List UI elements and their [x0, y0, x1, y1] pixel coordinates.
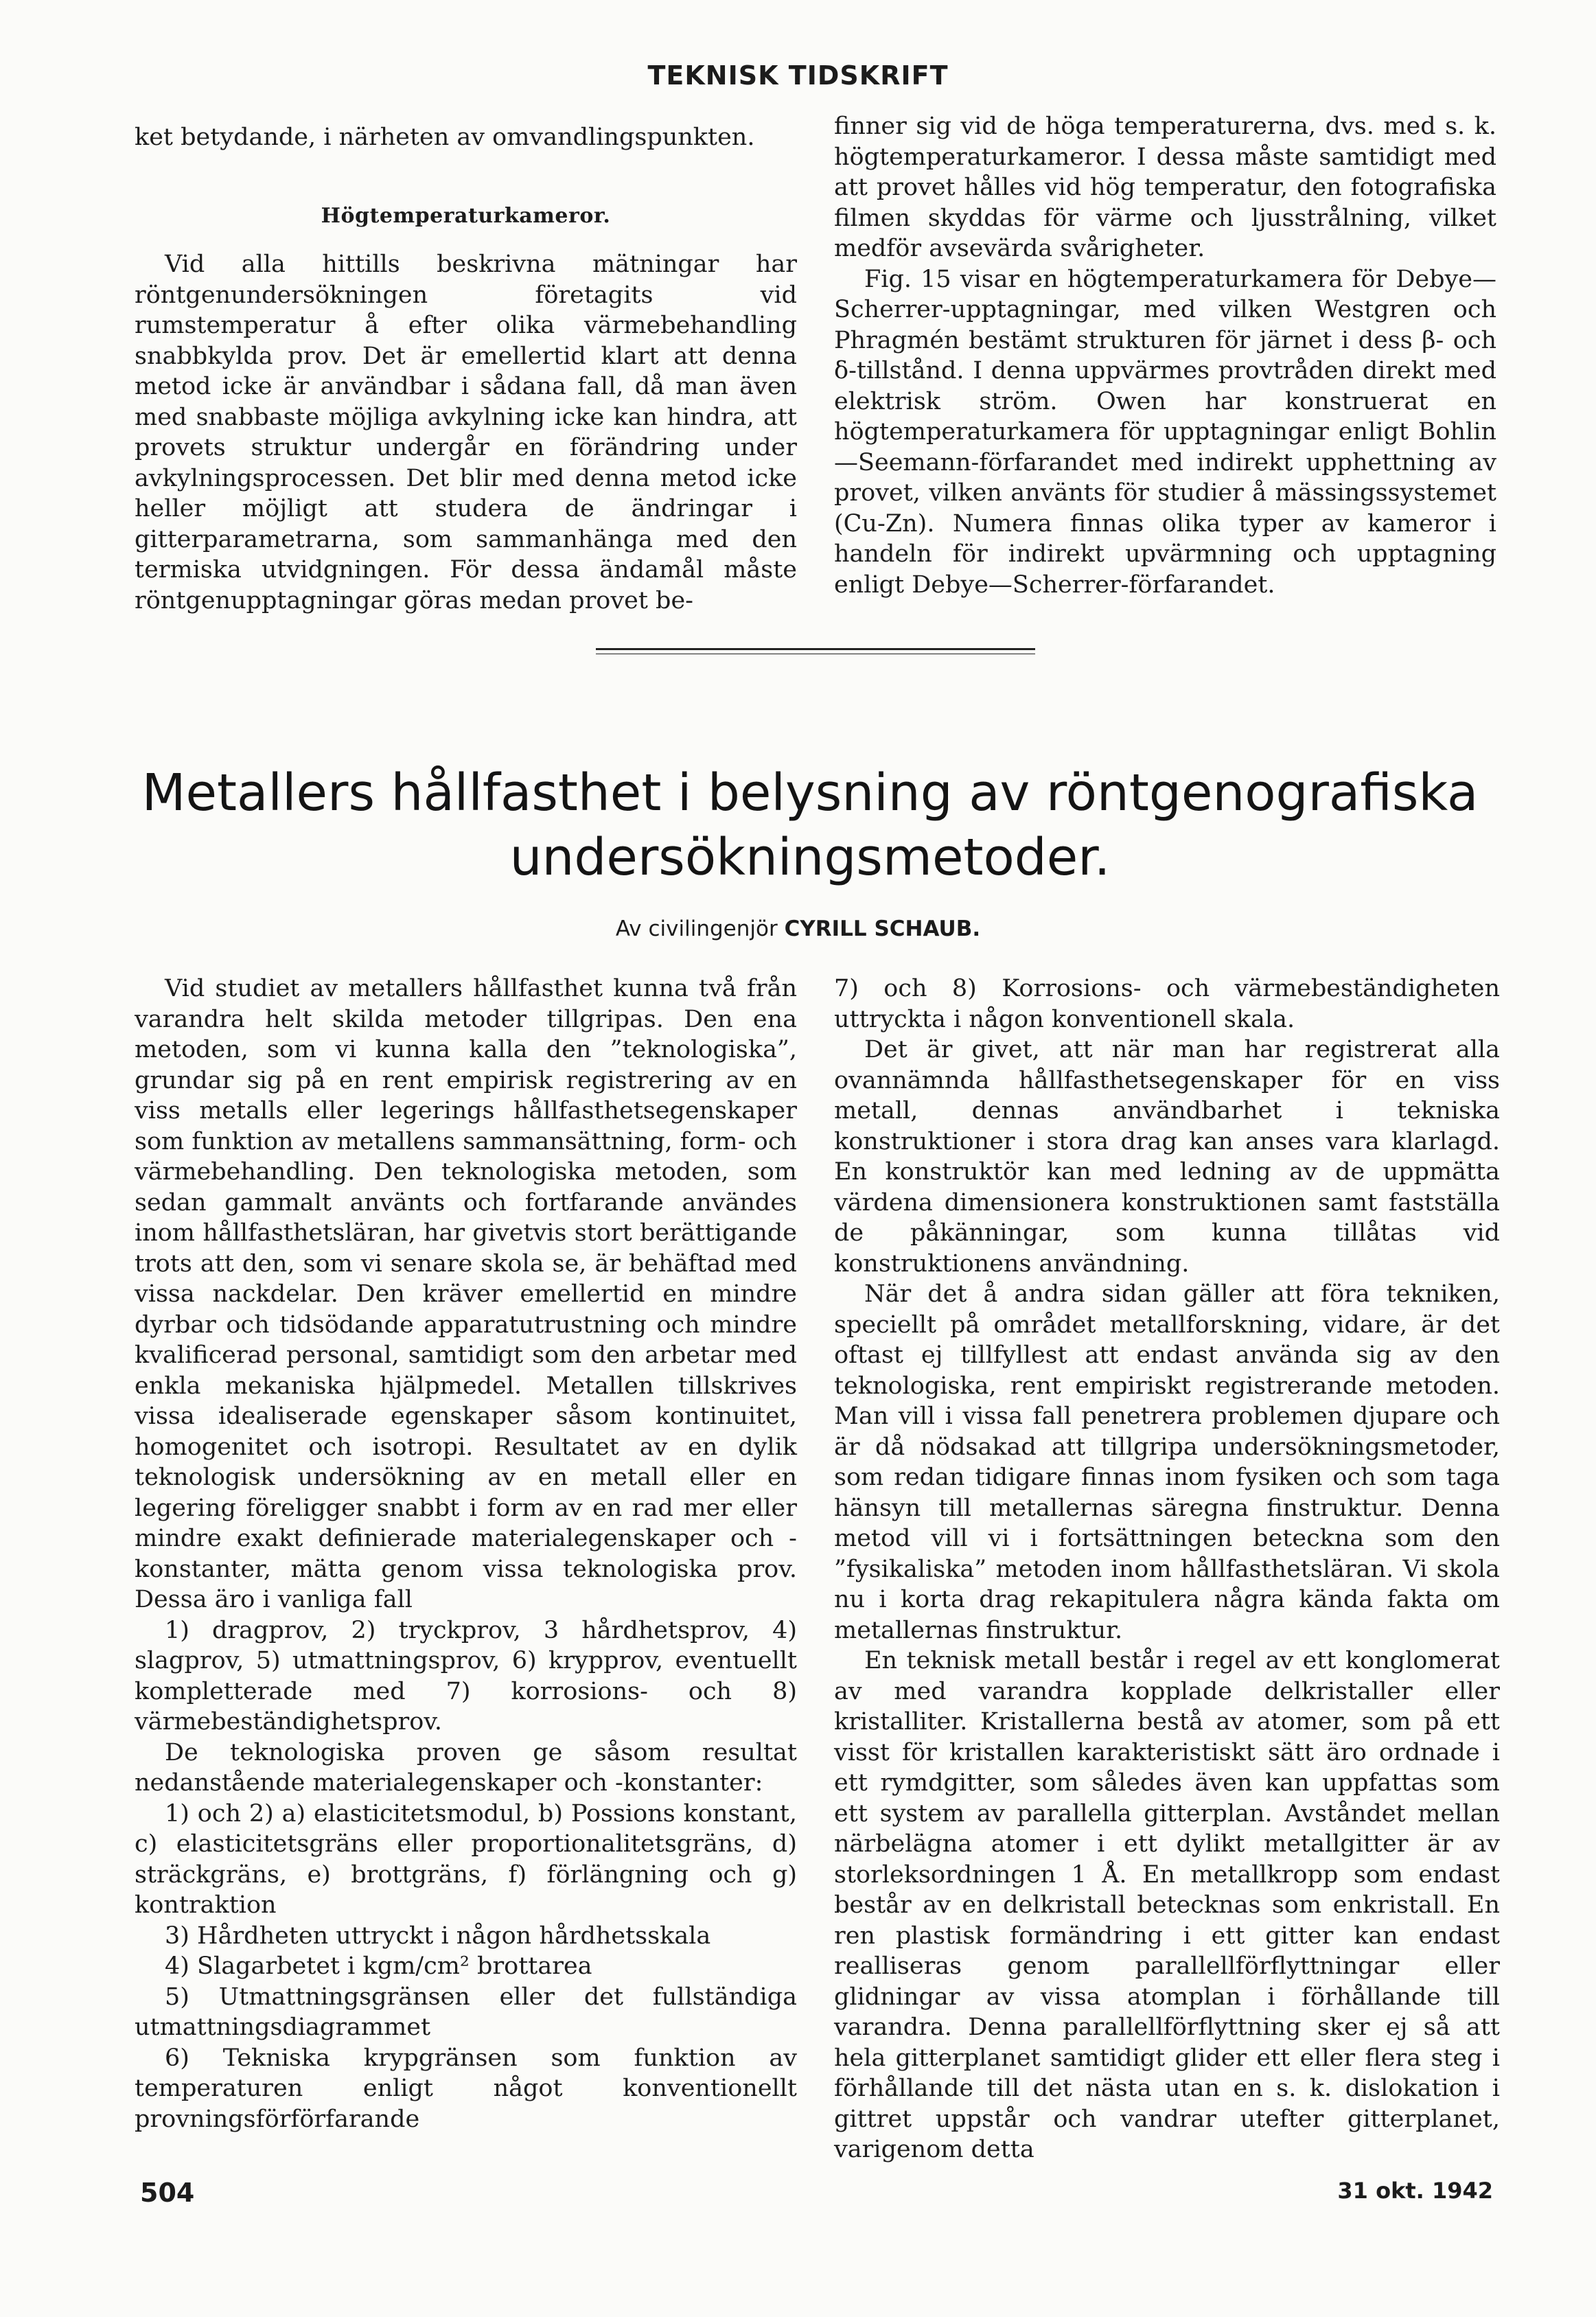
- paragraph: 7) och 8) Korrosions- och värmebeständigheten uttryckta i någon konventionell skala.: [834, 975, 1500, 1033]
- article-title: Metallers hållfasthet i belysning av röntgenografiska undersökningsmetoder.: [141, 763, 1479, 887]
- paragraph: ket betydande, i närheten av omvandlingspunkten.: [135, 124, 755, 151]
- list-item: 5) Utmattningsgränsen eller det fullständiga utmattningsdiagrammet: [135, 1983, 797, 2041]
- paragraph: En teknisk metall består i regel av ett konglomerat av med varandra kopplade delkristaller eller kristalliter. Kristallerna bestå av atomer, som på ett visst för kristallen karakteristiskt sätt äro ordnade i ett rymdgitter, som således även kan uppfattas som ett system av parallella gitterplan. Avståndet mellan närbelägna atomer i ett dylikt metallgitter är av storleksordningen 1 Å. En metallkropp som endast består av en delkristall betecknas som enkristall. En ren plastisk formändring i ett gitter kan endast realliseras genom parallellförflyttningar eller glidningar av vissa atomplan i förhållande till varandra. Denna parallellförflyttning sker ej så att hela gitterplanet samtidigt glider ett eller flera steg i förhållande till det nästa utan en s. k. dislokation i gittret uppstår och vandrar utefter gitterplanet, varigenom detta: [834, 1647, 1500, 2163]
- list-item: 3) Hårdheten uttryckt i någon hårdhetsskala: [165, 1922, 711, 1950]
- list-item: 1) och 2) a) elasticitetsmodul, b) Possions konstant, c) elasticitetsgräns eller proportionalitetsgräns, d) sträckgräns, e) brottgräns, f) förlängning och g) kontraktion: [135, 1799, 797, 1919]
- paragraph: Det är givet, att när man har registrerat alla ovannämnda hållfasthetsegenskaper för en viss metall, dennas användbarhet i tekniska konstruktioner i stora drag kan anses vara klarlagd. En konstruktör kan med ledning av de uppmätta värdena dimensionera konstruktionen samt fastställa de påkänningar, som kunna tillåtas vid konstruktionens användning.: [834, 1036, 1500, 1278]
- paragraph: Fig. 15 visar en högtemperaturkamera för Debye—Scherrer-upptagningar, med vilken Westgren och Phragmén bestämt strukturen för järnet i dess β- och δ-tillstånd. I denna uppvärmes provtråden direkt med elektrisk ström. Owen har konstruerat en högtemperaturkamera för upptagningar enligt Bohlin—Seemann-förfarandet med indirekt upphettning av provet, vilken använts för studier å mässingssystemet (Cu-Zn). Numera finnas olika typer av kameror i handeln för indirekt upvärmning och upptagning enligt Debye—Scherrer-förfarandet.: [834, 265, 1496, 599]
- paragraph: De teknologiska proven ge såsom resultat nedanstående materialegenskaper och -konstanter:: [135, 1738, 797, 1797]
- paragraph: När det å andra sidan gäller att föra tekniken, speciellt på området metallforskning, vidare, är det oftast ej tillfyllest att endast använda sig av den teknologiska, rent empiriskt registrerande metoden. Man vill i vissa fall penetrera problemen djupare och är då nödsakad att tillgripa undersökningsmetoder, som redan tidigare finnas inom fysiken och som taga hänsyn till metallernas säregna finstruktur. Denna metod vill vi i fortsättningen beteckna som den ”fysikaliska” metoden inom hållfasthetsläran. Vi skola nu i korta drag rekapitulera några kända fakta om metallernas finstruktur.: [834, 1280, 1500, 1644]
- author-name: CYRILL SCHAUB.: [784, 917, 981, 941]
- top-right-column: [834, 111, 1496, 600]
- journal-masthead: TEKNISK TIDSKRIFT: [647, 60, 949, 91]
- issue-date: 31 okt. 1942: [1337, 2178, 1493, 2204]
- paragraph: 1) dragprov, 2) tryckprov, 3 hårdhetsprov, 4) slagprov, 5) utmattningsprov, 6) krypprov, eventuellt kompletterade med 7) korrosions- och 8) värmebeständighetsprov.: [135, 1616, 797, 1736]
- list-item: 4) Slagarbetet i kgm/cm² brottarea: [165, 1952, 592, 1980]
- byline: [0, 917, 1596, 941]
- bottom-right-column: [834, 973, 1500, 2165]
- bottom-left-column: [135, 973, 797, 2134]
- paragraph: Vid studiet av metallers hållfasthet kunna två från varandra helt skilda metoder tillgripas. Den ena metoden, som vi kunna kalla den ”teknologiska”, grundar sig på en rent empirisk registrering av en viss metalls eller legerings hållfasthetsegenskaper som funktion av metallens sammansättning, form- och värmebehandling. Den teknologiska metoden, som sedan gammalt använts och fortfarande användes inom hållfasthetsläran, har givetvis stort berättigande trots att den, som vi senare skola se, är behäftad med vissa nackdelar. Den kräver emellertid en mindre dyrbar och tidsödande apparatutrustning och mindre kvalificerad personal, samtidigt som den arbetar med enkla mekaniska hjälpmedel. Metallen tillskrives vissa idealiserade egenskaper såsom kontinuitet, homogenitet och isotropi. Resultatet av en dylik teknologisk undersökning av en metall eller en legering föreligger snabbt i form av en rad mer eller mindre exakt definierade materialegenskaper och -konstanter, mätta genom vissa teknologiska prov. Dessa äro i vanliga fall: [135, 975, 797, 1613]
- byline-prefix: Av civilingenjör: [615, 917, 778, 941]
- paragraph: Vid alla hittills beskrivna mätningar har röntgenundersökningen företagits vid rumstemperatur å efter olika värmebehandling snabbkylda prov. Det är emellertid klart att denna metod icke är användbar i sådana fall, då man även med snabbaste möjliga avkylning icke kan hindra, att provets struktur undergår en förändring under avkylningsprocessen. Det blir med denna metod icke heller möjligt att studera de ändringar i gitterparametrarna, som sammanhänga med den termiska utvidgningen. För dessa ändamål måste röntgenupptagningar göras medan provet be-: [135, 251, 797, 614]
- list-item: 6) Tekniska krypgränsen som funktion av temperaturen enligt något konventionellt provningsförförfarande: [135, 2044, 797, 2133]
- section-subheading: Högtemperaturkameror.: [321, 203, 611, 228]
- section-divider: [596, 648, 1035, 654]
- page-number: 504: [140, 2178, 195, 2208]
- top-left-column: [135, 122, 797, 616]
- paragraph: finner sig vid de höga temperaturerna, dvs. med s. k. högtemperaturkameror. I dessa måste samtidigt med att provet hålles vid hög temperatur, den fotografiska filmen skyddas för värme och ljusstrålning, vilket medför avsevärda svårigheter.: [834, 113, 1496, 262]
